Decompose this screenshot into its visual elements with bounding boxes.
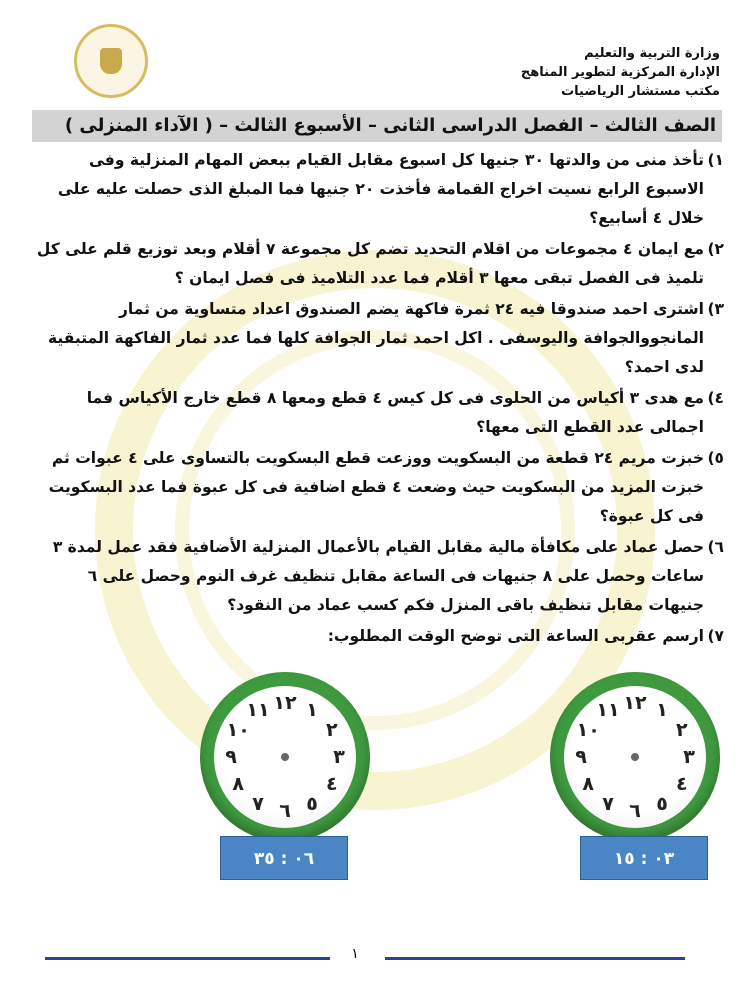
clock-numeral: ٢ xyxy=(325,719,338,741)
clock-numeral: ١٠ xyxy=(226,719,250,741)
clock-numeral: ١١ xyxy=(246,699,270,722)
clock-numeral: ٥ xyxy=(306,792,318,815)
clock-numeral: ٧ xyxy=(252,792,264,815)
clock-numeral: ١ xyxy=(656,699,668,722)
question-item xyxy=(30,533,724,620)
question-text: خبزت مريم ٢٤ قطعة من البسكويت ووزعت قطع البسكويت بالتساوى على ٤ عبوات ثم خبزت المزيد من البسكويت حيث وضعت ٤ قطع اضافية فى كل عبوة فما عدد البسكويت فى كل عبوة؟ xyxy=(48,449,704,525)
question-item xyxy=(30,622,724,651)
question-number: ٢) xyxy=(707,240,724,258)
question-item xyxy=(30,384,724,442)
clock-numeral: ٢ xyxy=(675,719,688,741)
question-item xyxy=(30,235,724,293)
clock-face xyxy=(564,686,706,828)
question-item xyxy=(30,295,724,382)
questions-list xyxy=(30,146,724,653)
clock-numeral: ٦ xyxy=(629,800,641,822)
question-number: ١) xyxy=(707,151,724,169)
question-item xyxy=(30,444,724,531)
clock-numeral: ٤ xyxy=(675,773,688,795)
page-number: ١ xyxy=(351,946,359,962)
clock-numeral: ١١ xyxy=(596,699,620,722)
eagle-emblem-icon xyxy=(100,48,122,74)
clock-numeral: ٨ xyxy=(232,773,245,795)
clock-numeral: ٦ xyxy=(279,800,291,822)
clock-numeral: ٥ xyxy=(656,792,668,815)
clock-left[interactable] xyxy=(200,672,370,842)
footer-line-right xyxy=(385,957,685,960)
question-number: ٣) xyxy=(707,300,724,318)
question-text: مع هدى ٣ أكياس من الحلوى فى كل كيس ٤ قطع ومعها ٨ قطع خارج الأكياس فما اجمالى عدد القطع التى معها؟ xyxy=(86,389,704,436)
clock-numeral: ٩ xyxy=(225,746,237,768)
clock-numeral: ٣ xyxy=(333,746,345,768)
question-number: ٧) xyxy=(707,627,724,645)
question-text: اشترى احمد صندوقا فيه ٢٤ ثمرة فاكهة يضم الصندوق اعداد متساوية من ثمار المانجووالجوافة واليوسفى . اكل احمد ثمار الجوافة كلها فما عدد ثمار الفاكهة المتبقية لدى احمد؟ xyxy=(48,300,704,376)
clock-numeral: ١ xyxy=(306,699,318,722)
question-text: ارسم عقربى الساعة التى توضح الوقت المطلوب: xyxy=(327,627,704,645)
time-box-left: ٠٦ : ٣٥ xyxy=(220,836,348,880)
question-item xyxy=(30,146,724,233)
clock-numeral: ٨ xyxy=(582,773,595,795)
clock-numeral: ٣ xyxy=(683,746,695,768)
ministry-header xyxy=(521,44,720,101)
clock-numeral: ٩ xyxy=(575,746,587,768)
clock-face xyxy=(214,686,356,828)
footer-line-left xyxy=(45,957,330,960)
question-number: ٤) xyxy=(707,389,724,407)
question-number: ٦) xyxy=(707,538,724,556)
ministry-logo xyxy=(74,24,148,98)
ministry-line: مكتب مستشار الرياضيات xyxy=(561,84,720,99)
clock-numeral: ١٠ xyxy=(576,719,600,741)
ministry-line: وزارة التربية والتعليم xyxy=(584,46,720,61)
clock-right[interactable] xyxy=(550,672,720,842)
worksheet-title: الصف الثالث – الفصل الدراسى الثانى – الأسبوع الثالث – ( الآداء المنزلى ) xyxy=(32,110,722,142)
clock-numeral: ٤ xyxy=(325,773,338,795)
clock-numeral: ٧ xyxy=(602,792,614,815)
clock-center-dot xyxy=(281,753,289,761)
clock-numeral: ١٢ xyxy=(623,692,647,714)
clock-numeral: ١٢ xyxy=(273,692,297,714)
ministry-line: الإدارة المركزية لتطوير المناهج xyxy=(520,65,720,80)
question-number: ٥) xyxy=(707,449,724,467)
question-text: حصل عماد على مكافأة مالية مقابل القيام بالأعمال المنزلية الأضافية فقد عمل لمدة ٣ ساعات وحصل على ٨ جنيهات فى الساعة مقابل تنظيف غرف النوم وحصل على ٦ جنيهات مقابل تنظيف باقى المنزل فكم كسب عماد من النقود؟ xyxy=(52,538,704,614)
question-text: مع ايمان ٤ مجموعات من اقلام التحديد تضم كل مجموعة ٧ أقلام وبعد توزيع قلم على كل تلميذ فى الفصل تبقى معها ٣ أقلام فما عدد التلاميذ فى فصل ايمان ؟ xyxy=(36,240,704,287)
clock-center-dot xyxy=(631,753,639,761)
time-box-right: ٠٣ : ١٥ xyxy=(580,836,708,880)
question-text: تأخذ منى من والدتها ٣٠ جنيها كل اسبوع مقابل القيام ببعض المهام المنزلية وفى الاسبوع الرابع نسيت اخراج القمامة فأخذت ٢٠ جنيها فما المبلغ الذى حصلت عليه على خلال ٤ أسابيع؟ xyxy=(57,151,704,227)
